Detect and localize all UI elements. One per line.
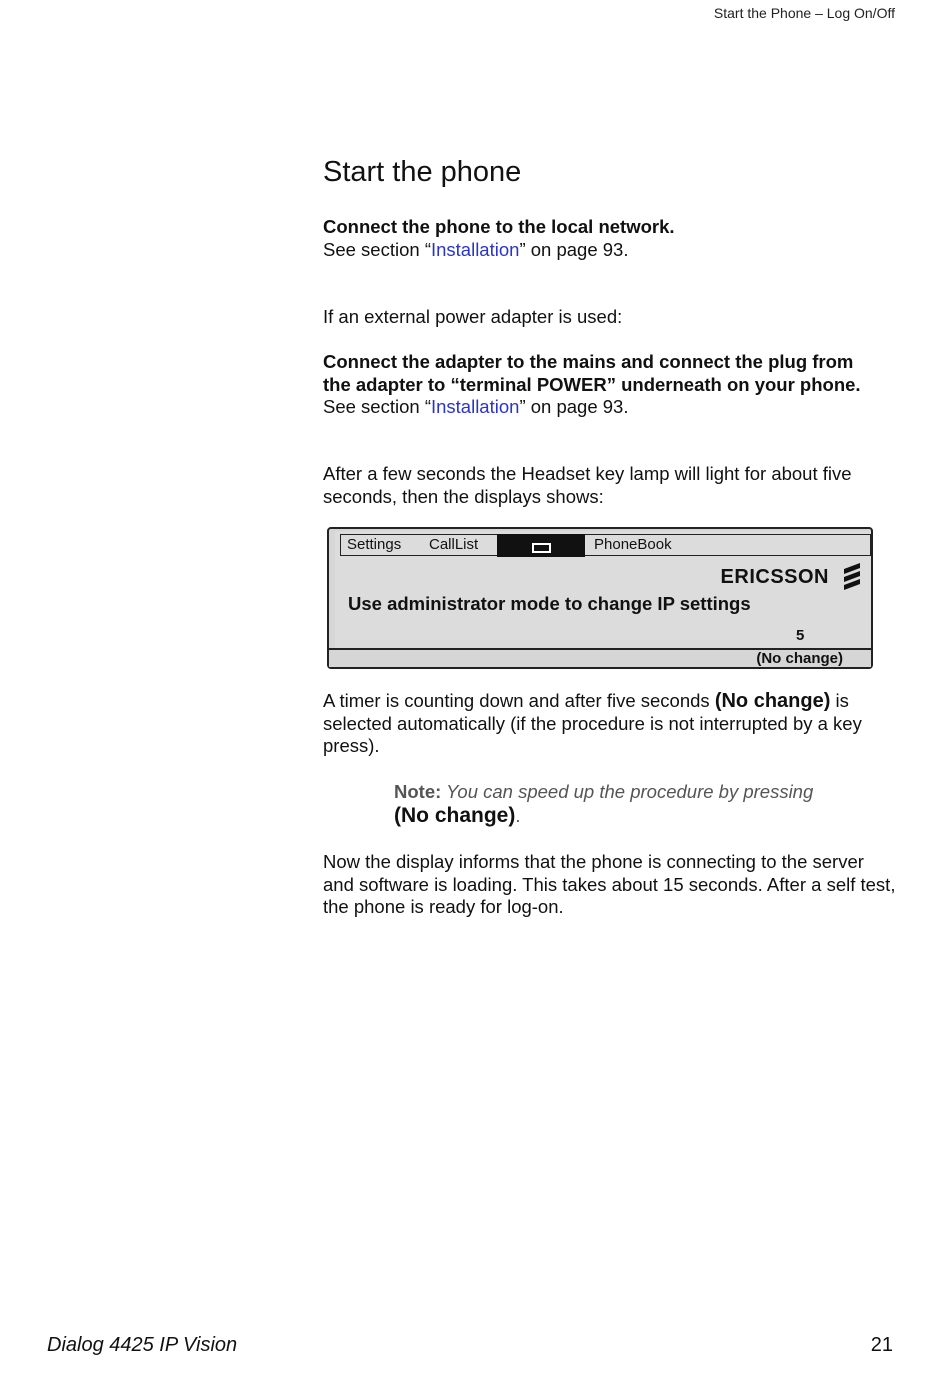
ref-prefix: See section “ <box>323 238 431 260</box>
ref-suffix: ” on page 93. <box>519 238 629 260</box>
note-key-line <box>394 804 894 828</box>
tab-active-idle <box>497 534 585 557</box>
page-title: Start the phone <box>323 156 522 188</box>
final-paragraph: Now the display informs that the phone is connecting to the server and software is loading. This takes about 15 seconds. After a self test, the phone is ready for log-on. <box>323 851 896 917</box>
phone-display <box>327 527 873 669</box>
note-label: Note: <box>394 781 442 802</box>
tab-calllist: CallList <box>429 536 479 553</box>
no-change-softkey: (No change) <box>756 650 843 667</box>
power-instruction-line2: the adapter to “terminal POWER” underneath on your phone. <box>323 373 861 395</box>
ref-suffix: ” on page 93. <box>519 396 629 417</box>
power-instruction-line1: Connect the adapter to the mains and connect the plug from <box>323 351 854 372</box>
power-condition: If an external power adapter is used: <box>323 306 623 327</box>
ericsson-logo-icon <box>841 562 863 590</box>
footer-product: Dialog 4425 IP Vision <box>47 1334 238 1356</box>
after-power-text: After a few seconds the Headset key lamp will light for about five seconds, then the displays shows: <box>323 463 852 507</box>
countdown-timer: 5 <box>796 627 805 644</box>
note-text: You can speed up the procedure by pressing <box>441 781 814 802</box>
installation-link[interactable]: Installation <box>430 238 520 260</box>
running-header: Start the Phone – Log On/Off <box>713 5 895 21</box>
tab-phonebook: PhoneBook <box>594 536 672 553</box>
network-instruction: Connect the phone to the local network. <box>323 216 675 237</box>
timer-text-suffix: is selected automatically (if the procedure is not interrupted by a key press). <box>323 690 862 756</box>
note-no-change-key: (No change) <box>394 804 516 827</box>
network-reference <box>323 239 903 262</box>
no-change-key-label: (No change) <box>714 690 831 712</box>
note-end: . <box>515 805 521 826</box>
note-box <box>394 780 894 828</box>
rectangle-icon <box>532 543 551 553</box>
softkey-bar <box>329 648 871 667</box>
page-number: 21 <box>870 1334 893 1356</box>
note-line <box>394 780 894 804</box>
power-reference <box>323 396 903 419</box>
display-message: Use administrator mode to change IP settings <box>348 593 751 614</box>
installation-link[interactable]: Installation <box>430 396 520 417</box>
timer-text-prefix: A timer is counting down and after five seconds <box>323 690 715 711</box>
ericsson-logo-text: ERICSSON <box>720 566 829 588</box>
tab-settings: Settings <box>347 536 402 553</box>
ref-prefix: See section “ <box>323 396 431 417</box>
power-step <box>323 351 903 419</box>
display-screen <box>335 531 871 649</box>
network-step <box>323 216 903 261</box>
timer-paragraph <box>323 690 893 758</box>
display-tab-bar <box>340 534 871 556</box>
